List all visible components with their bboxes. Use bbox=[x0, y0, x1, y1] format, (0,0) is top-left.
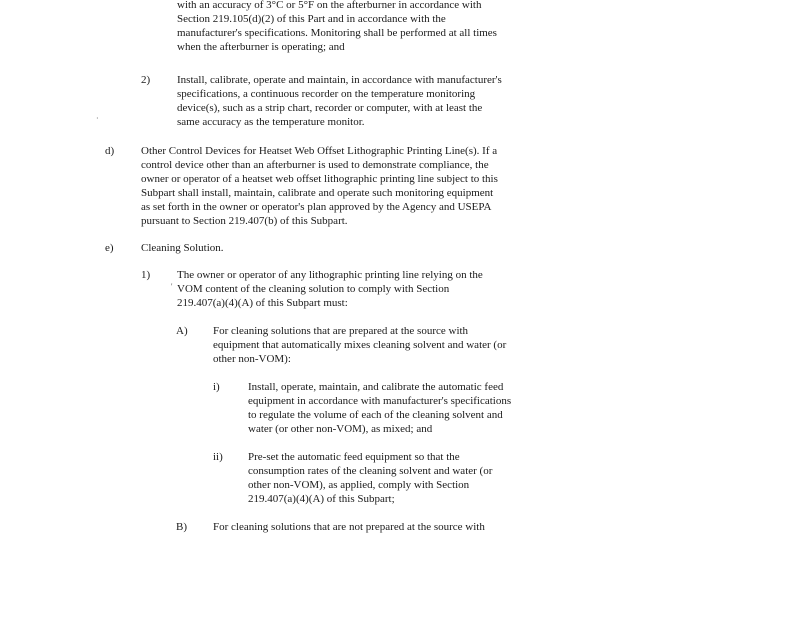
text-line: VOM content of the cleaning solution to comply with Section bbox=[177, 283, 450, 295]
paragraph-c2 bbox=[177, 73, 502, 129]
paragraph-d bbox=[141, 144, 498, 228]
text-line: control device other than an afterburner is used to demonstrate compliance, the bbox=[141, 159, 489, 171]
paragraph-e1Aii-label: ii) bbox=[213, 451, 223, 463]
text-line: manufacturer's specifications. Monitoring shall be performed at all times bbox=[177, 27, 497, 39]
text-line: pursuant to Section 219.407(b) of this Subpart. bbox=[141, 215, 348, 227]
paragraph-e1B-label: B) bbox=[176, 521, 187, 533]
text-line: Subpart shall install, maintain, calibrate and operate such monitoring equipment bbox=[141, 187, 494, 199]
scan-mark: · bbox=[96, 114, 99, 123]
text-line: other non-VOM): bbox=[213, 353, 291, 365]
paragraph-e1 bbox=[177, 268, 483, 310]
text-line: to regulate the volume of each of the cleaning solvent and bbox=[248, 409, 503, 421]
paragraph-c2-label: 2) bbox=[141, 74, 151, 86]
text-line: other non-VOM), as applied, comply with Section bbox=[248, 479, 470, 491]
text-line: owner or operator of a heatset web offset lithographic printing line subject to this bbox=[141, 173, 498, 185]
scan-mark: ' bbox=[171, 282, 173, 291]
text-line: device(s), such as a strip chart, recorder or computer, with at least the bbox=[177, 102, 483, 114]
text-line: 219.407(a)(4)(A) of this Subpart must: bbox=[177, 297, 348, 309]
text-line: specifications, a continuous recorder on the temperature monitoring bbox=[177, 88, 476, 100]
text-line: with an accuracy of 3°C or 5°F on the afterburner in accordance with bbox=[177, 0, 482, 11]
text-line: as set forth in the owner or operator's plan approved by the Agency and USEPA bbox=[141, 201, 492, 213]
text-line: For cleaning solutions that are prepared at the source with bbox=[213, 325, 469, 337]
text-line: 219.407(a)(4)(A) of this Subpart; bbox=[248, 493, 395, 505]
text-line: Install, calibrate, operate and maintain, in accordance with manufacturer's bbox=[177, 74, 502, 86]
paragraph-e1Ai-label: i) bbox=[213, 381, 220, 393]
paragraph-c1-continuation bbox=[177, 0, 497, 54]
paragraph-e-label: e) bbox=[105, 242, 114, 254]
text-line: For cleaning solutions that are not prepared at the source with bbox=[213, 521, 485, 533]
text-line: water (or other non-VOM), as mixed; and bbox=[248, 423, 433, 435]
text-line: same accuracy as the temperature monitor. bbox=[177, 116, 365, 128]
text-line: consumption rates of the cleaning solvent and water (or bbox=[248, 465, 493, 477]
text-line: equipment in accordance with manufacturer's specifications bbox=[248, 395, 512, 407]
text-line: Section 219.105(d)(2) of this Part and in accordance with the bbox=[177, 13, 446, 25]
text-line: Install, operate, maintain, and calibrate the automatic feed bbox=[248, 381, 504, 393]
paragraph-e-heading bbox=[141, 241, 224, 255]
text-line: Pre-set the automatic feed equipment so that the bbox=[248, 451, 460, 463]
text-line: The owner or operator of any lithographic printing line relying on the bbox=[177, 269, 483, 281]
paragraph-e1Aii bbox=[248, 450, 492, 506]
paragraph-e1B bbox=[213, 520, 485, 534]
paragraph-d-label: d) bbox=[105, 145, 115, 157]
paragraph-e1-label: 1) bbox=[141, 269, 151, 281]
paragraph-e1A bbox=[213, 324, 506, 366]
paragraph-e1A-label: A) bbox=[176, 325, 188, 337]
text-line: Other Control Devices for Heatset Web Offset Lithographic Printing Line(s). If a bbox=[141, 145, 498, 157]
text-line: when the afterburner is operating; and bbox=[177, 41, 345, 53]
paragraph-e1Ai bbox=[248, 380, 511, 436]
text-line: equipment that automatically mixes cleaning solvent and water (or bbox=[213, 339, 507, 351]
text-line: Cleaning Solution. bbox=[141, 242, 224, 254]
